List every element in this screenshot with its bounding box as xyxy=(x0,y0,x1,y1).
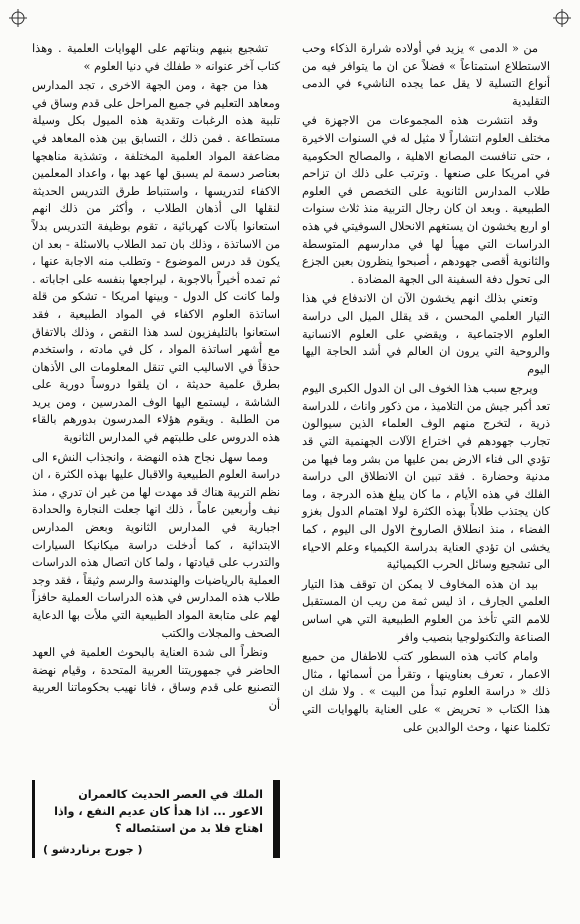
article-column-right xyxy=(302,40,550,734)
article-column-left xyxy=(32,40,280,780)
quote-author: ( جورج برناردشو ) xyxy=(43,843,143,856)
quote-box xyxy=(32,780,280,858)
paragraph: ونظراً الى شدة العناية بالبحوث العلمية في العهد الحاضر في جمهوريتنا العربية المتحدة ، وقيام نهضة التصنيع على قدم وساق ، فانا نهيب بحكوماتنا العربية أن xyxy=(32,646,280,712)
paragraph: هذا من جهة ، ومن الجهة الاخرى ، تجد المدارس ومعاهد التعليم في جميع المراحل على قدم وساق في تلبية هذه الرغبات وتقدية هذه الميول بكل وسيلة مستطاعة . فمن ذلك ، التسابق بين هذه المعاهد في مضاعفة المواد العلمية المختلفة ، وتشذية مناهجها بعناصر دسمة لم يسبق لها عهد بها ، واعداد المعلمين الاكفاء لتدريسها ، واستنباط طرق التدريس الحديثة لنقلها الى أذهان الطلاب ، وأكثر من ذلك انهم استعانوا بآلات كهربائية ، تقوم بوظيفة التدريس بدلاً من الاساتذة ، وذلك بان تمد الطلاب بالاسئلة - بعد ان يكون قد درس الموضوع - وتطلب منه الاجابة عنها ، ثم تمده أخيراً بالاجوبة ، ليراجعها بنفسه على اجاباته . ولما كانت كل الدول - وبينها امريكا - تشكو من قلة اساتذة العلوم الاكفاء في المواد الطبيعية ، فقد استعانوا بالتليفزيون لسد هذا النقص ، وذلك بالاتفاق مع أشهر اساتذة المواد ، كل في مادته ، واستخدم حذقاً في الاساليب التي تنقل المعلومات الى الأذهان بطرق علمية حديثة ، ان يلقوا دروساً دورية على الشاشة ، ليستمع اليها الوف المدرسين ، ومن يريد من الطلبة . ويقوم هؤلاء المدرسون بدورهم بالقاء هذه الدروس على طلبتهم في المدارس الثانوية xyxy=(32,79,280,445)
paragraph: بيد ان هذه المخاوف لا يمكن ان توقف هذا التيار العلمي الجارف ، اذ ليس ثمة من ريب ان المستقبل للامم التي تأخذ من العلوم الطبيعية التي هي اساس الصناعة والتكنولوجيا بنصيب وافر xyxy=(302,577,550,644)
paragraph: وقد انتشرت هذه المجموعات من الاجهزة في مختلف العلوم انتشاراً لا مثيل له في السنوات الاخيرة ، حتى تنافست المصانع الاهلية ، والمصالح الحكومية في امريكا على صنعها . وترتب على ذلك ان تزاحم طلاب المدارس الثانوية على التخصص في العلوم الطبيعية . وبعد ان كان رجال التربية منذ ثلاث سنوات او اربع يخشون ان يستغهم الانحلال السوفيتي في هذه الدراسات التي مهيأ لها في مدارسهم المتوسطة والثانوية أقصى جهودهم ، أصبحوا ينظرون بعين الجزع الى تحول دفة السفينة الى الجهة المضادة . xyxy=(302,114,550,286)
registration-mark-icon xyxy=(8,8,28,28)
paragraph: ويرجع سبب هذا الخوف الى ان الدول الكبرى اليوم تعد أكبر جيش من التلاميذ ، من ذكور واناث ، للدراسة ذرية ، لتخرج منهم الوف العلماء الذين سيوالون تجارب جهودهم في اختراع الآلات الجهنمية التي قد تؤدي الى فناء الارض بمن عليها من بشر وما فيها من مدنية وحضارة . فقد تبين ان الانطلاق الى دراسة الفلك في هذه الأيام ، ما كان يبلغ هذه الدرجة ، وما كان يجتذب طلاباً بهذه الكثرة لولا اهتمام الدول بغزو الفضاء ، منذ انطلاق الصاروخ الاول الى اليوم ، كما يخشى ان تؤدي العناية بدراسة الكيمياء وعلم الاحياء الى تشجيع وسائل الحرب الكيميائية xyxy=(302,382,550,572)
paragraph: وامام كاتب هذه السطور كتب للاطفال من حميع الاعمار ، تعرف بعناوينها ، وتقرأ من أسمائها ، مثال ذلك « دراسة العلوم تبدأ من البيت » . ولا شك ان هذا الكتاب « تحريض » على العناية بالهوايات التي تكلمنا عنها ، وحث الوالدين على xyxy=(302,650,550,734)
quote-text: الملك في العصر الحديث كالعمران الاعور ... اذا هدأ كان عديم النفع ، واذا اهتاج فلا بد من استئصاله ؟ xyxy=(54,788,263,835)
paragraph: من « الدمى » يزيد في أولاده شرارة الذكاء وحب الاستطلاع استمتاعاً » فضلاً عن ان ما يتوافر فيه من أنواع التسلية لا يقل عما يجده الناشيء في الدمى التقليدية xyxy=(302,42,550,108)
paragraph: ومما سهل نجاح هذه النهضة ، وانجذاب النشء الى دراسة العلوم الطبيعية والاقبال عليها بهذه الكثرة ، ان نظم التربية هناك قد مهدت لها من غير ان تدري ، منذ نيف وأربعين عاماً ، ذلك انها جعلت النجارة والحدادة اجبارية في المدارس الثانوية وبعض المدارس الابتدائية ، كما أدخلت دراسة ميكانيكا السيارات والتدرب على قيادتها ، ولما كان اتصال هذه الدراسات العملية بالرياضيات والهندسة والرسم وثيقاً ، فقد وجد طلاب هذه المدارس في هذه الدراسات العملية حافزاً لهم على متابعة المواد الطبيعية التي ملأت بها الدعاية الصحف والمجلات والكتب xyxy=(32,450,280,640)
paragraph: تشجيع بنيهم وبناتهم على الهوايات العلمية . وهذا كتاب آخر عنوانه « طفلك في دنيا العلوم » xyxy=(32,42,280,73)
paragraph: وتعني بذلك انهم يخشون الآن ان الاندفاع في هذا التيار العلمي المحسن ، قد يقلل الميل الى دراسة العلوم الاجتماعية ، ويقضي على العلوم الانسانية والروحية التي يرون ان العالم في أشد الحاجة اليها اليوم xyxy=(302,292,550,376)
registration-mark-icon xyxy=(552,8,572,28)
